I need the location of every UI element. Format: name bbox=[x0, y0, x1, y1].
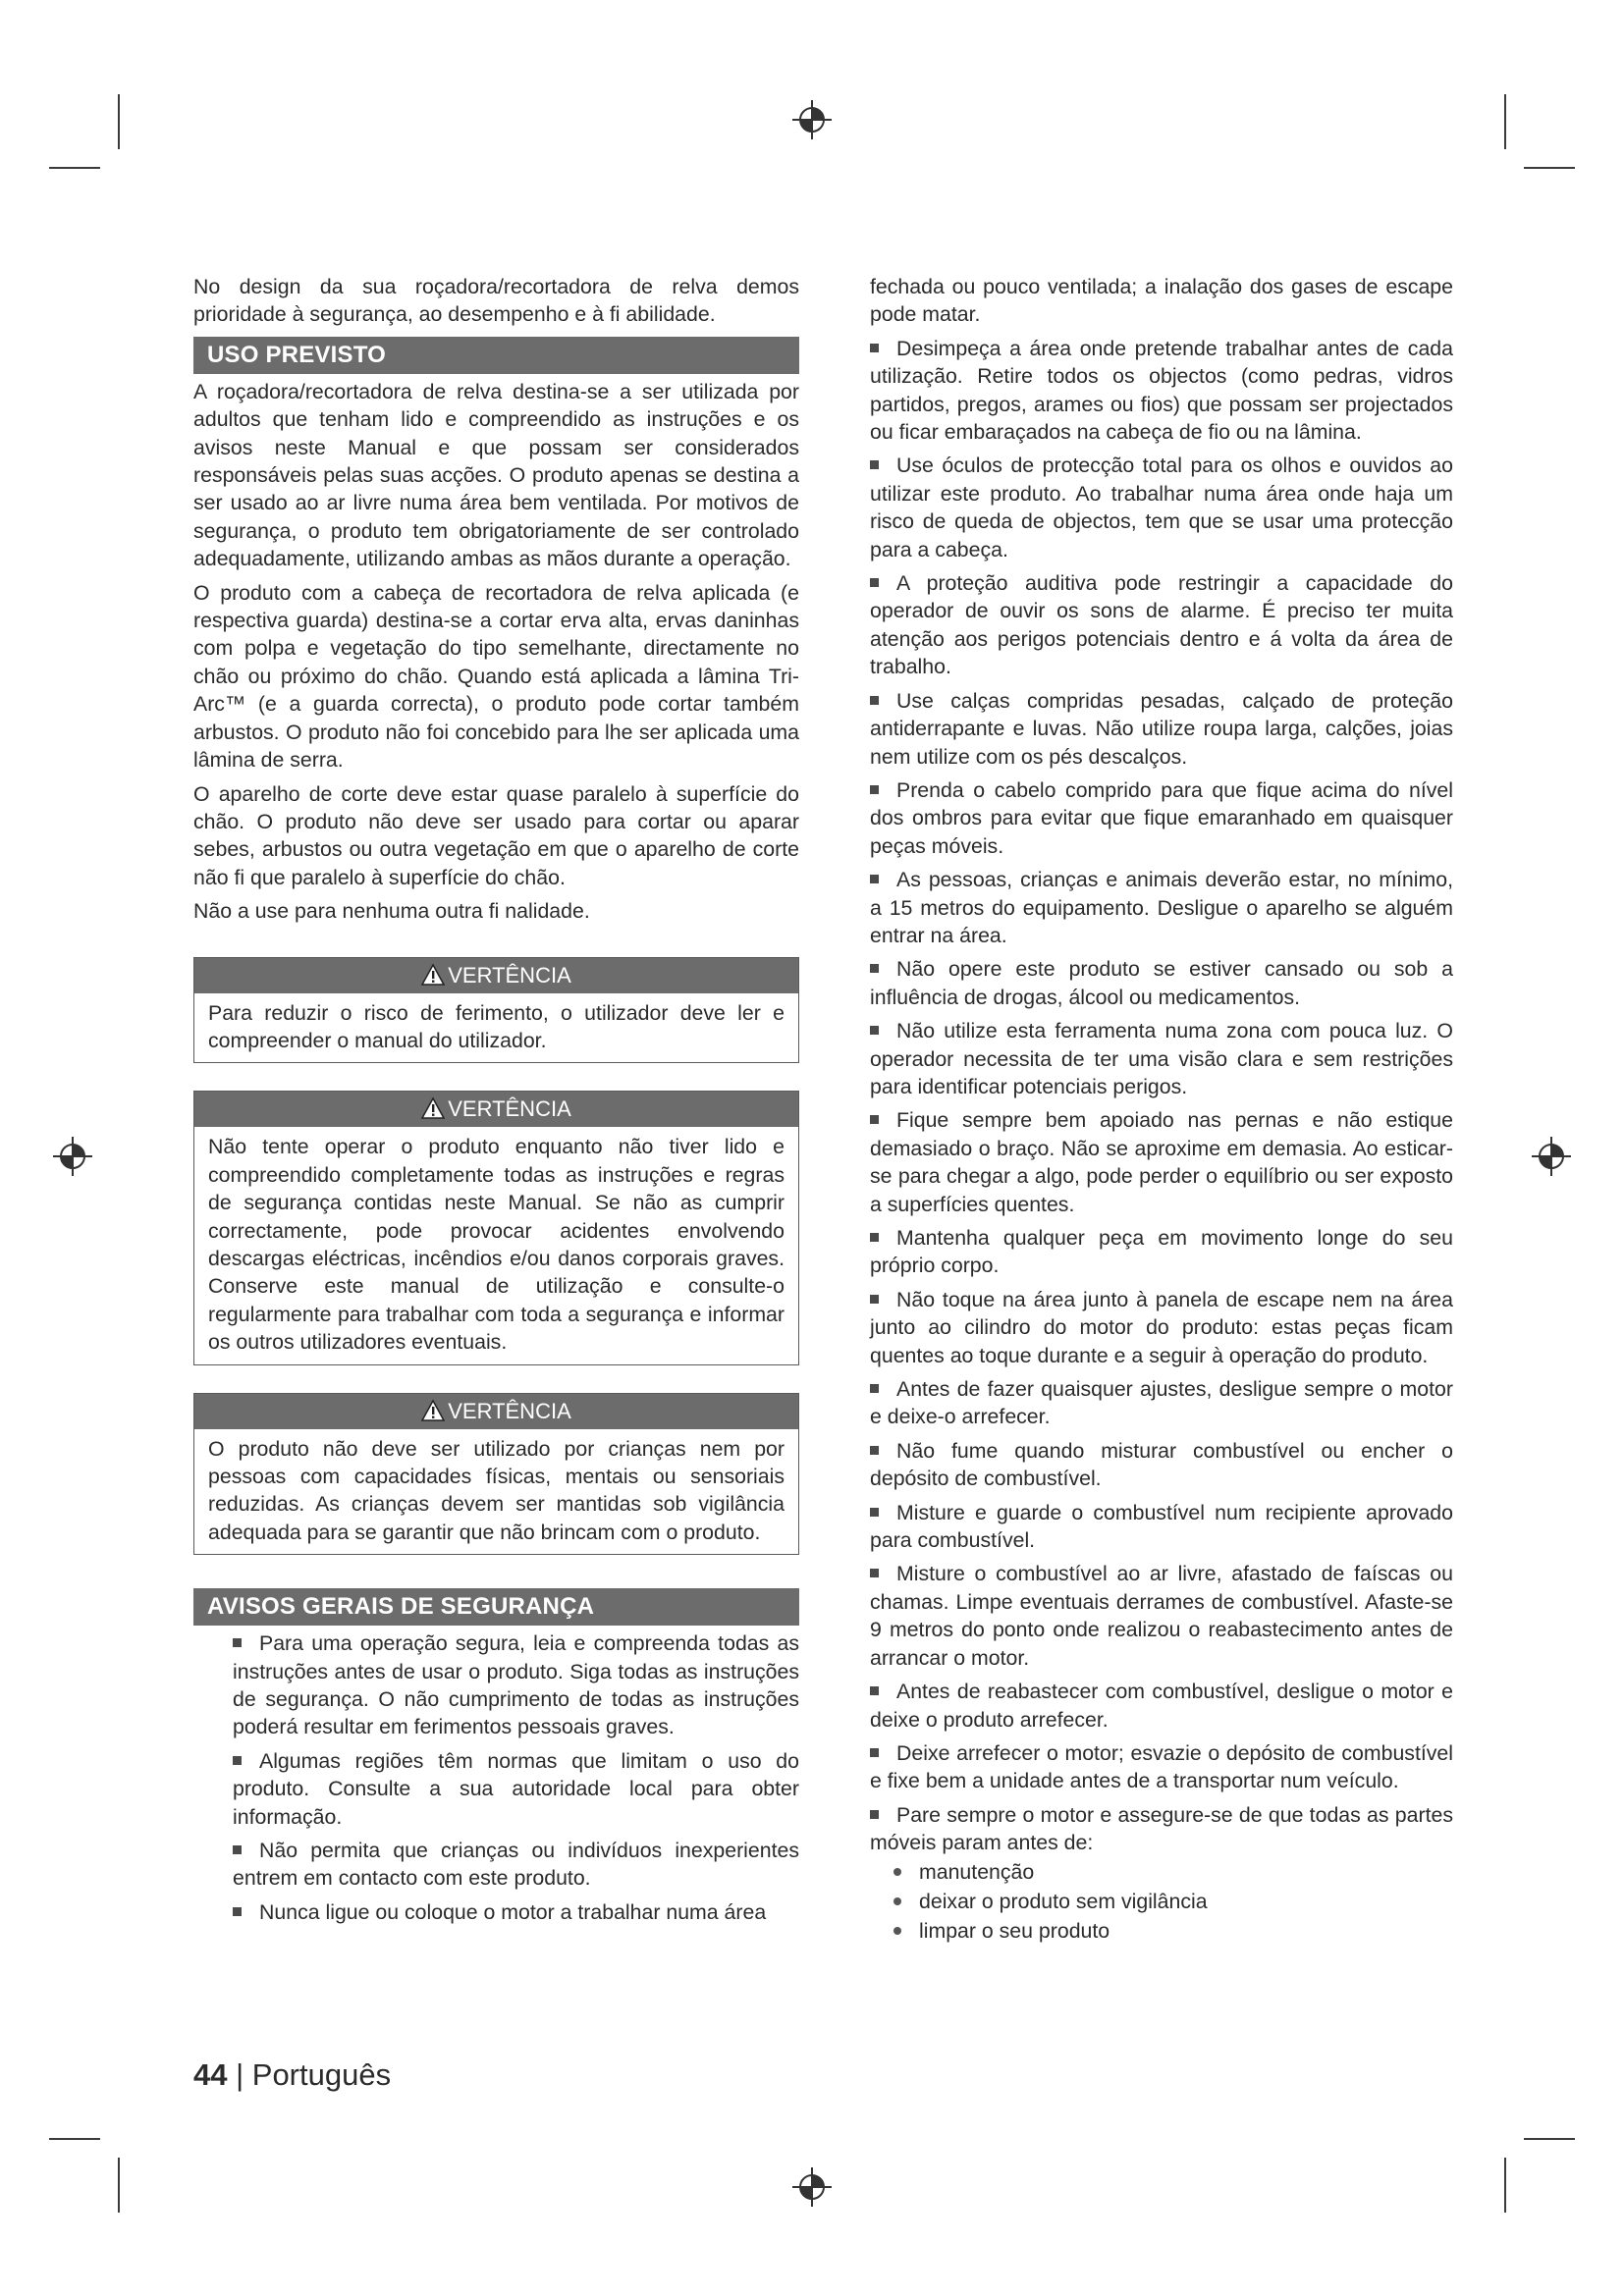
body-paragraph: O aparelho de corte deve estar quase paralelo à superfície do chão. O produto não deve ser usado para cortar ou aparar sebes, arbustos ou outra vegetação em que o aparelho de corte não fi que paralelo à superfície do chão. bbox=[193, 781, 799, 889]
bullet-square-icon bbox=[870, 696, 879, 705]
bullet-square-icon bbox=[870, 1026, 879, 1035]
right-column bbox=[870, 273, 1453, 1946]
footer-separator: | bbox=[227, 2057, 252, 2092]
bullet-square-icon bbox=[870, 1508, 879, 1517]
warning-header bbox=[194, 1394, 798, 1429]
warning-box bbox=[193, 957, 799, 1064]
warning-box bbox=[193, 1091, 799, 1364]
list-item: As pessoas, crianças e animais deverão estar, no mínimo, a 15 metros do equipamento. Desligue o aparelho se alguém entrar na área. bbox=[870, 868, 1453, 947]
warning-text: Não tente operar o produto enquanto não tiver lido e compreendido completamente todas as instruções e regras de segurança contidas neste Manual. Se não as cumprir correctamente, pode provocar acidentes envolvendo descargas eléctricas, incêndios e/ou danos corporais graves. Conserve este manual de utilização e consulte-o regularmente para trabalhar com toda a segurança e informar os outros utilizadores eventuais. bbox=[208, 1135, 785, 1355]
body-paragraph: Não a use para nenhuma outra fi nalidade. bbox=[193, 899, 590, 924]
bullet-square-icon bbox=[233, 1756, 242, 1765]
list-item: Não utilize esta ferramenta numa zona com pouca luz. O operador necessita de ter uma visão clara e sem restrições para identificar potenciais perigos. bbox=[870, 1019, 1453, 1098]
crop-mark bbox=[118, 2158, 120, 2213]
warning-text: Para reduzir o risco de ferimento, o utilizador deve ler e compreender o manual do utilizador. bbox=[208, 1000, 785, 1052]
bullet-square-icon bbox=[870, 1295, 879, 1304]
bullet-square-icon bbox=[870, 1446, 879, 1455]
crop-mark bbox=[49, 167, 100, 169]
page-number: 44 bbox=[193, 2057, 228, 2092]
warning-triangle-icon bbox=[421, 1400, 445, 1421]
bullet-square-icon bbox=[233, 1638, 242, 1647]
warning-box bbox=[193, 1393, 799, 1556]
crop-mark bbox=[1524, 2138, 1575, 2140]
warning-title: VERTÊNCIA bbox=[448, 1398, 571, 1423]
bullet-square-icon bbox=[870, 1233, 879, 1242]
body-paragraph: O produto com a cabeça de recortadora de relva aplicada (e respectiva guarda) destina-se a cortar erva alta, ervas daninhas com polpa e vegetação do tipo semelhante, directamente no chão ou próximo do chão. Quando está aplicada a lâmina Tri-Arc™ (e a guarda correcta), o produto pode cortar também arbustos. O produto não foi concebido para lhe ser aplicada uma lâmina de serra. bbox=[193, 580, 799, 773]
bullet-square-icon bbox=[870, 578, 879, 587]
body-paragraph: A roçadora/recortadora de relva destina-se a ser utilizada por adultos que tenham lido e compreendido as instruções e os avisos neste Manual e que possam ser considerados responsáveis pelas suas acções. O produto apenas se destina a ser usado ao ar livre numa área bem ventilada. Por motivos de segurança, o produto tem obrigatoriamente de ser controlado adequadamente, utilizando ambas as mãos durante a operação. bbox=[193, 379, 799, 571]
continued-paragraph: fechada ou pouco ventilada; a inalação dos gases de escape pode matar. bbox=[870, 275, 1453, 327]
sub-list-item: manutenção bbox=[893, 1857, 1453, 1887]
registration-mark-icon bbox=[790, 2165, 834, 2209]
bullet-square-icon bbox=[870, 1569, 879, 1577]
list-item: Prenda o cabelo comprido para que fique acima do nível dos ombros para evitar que fique emaranhado em quaisquer peças móveis. bbox=[870, 777, 1453, 858]
list-item: Antes de fazer quaisquer ajustes, desligue sempre o motor e deixe-o arrefecer. bbox=[870, 1377, 1453, 1429]
warning-triangle-icon bbox=[421, 964, 445, 986]
list-item: Algumas regiões têm normas que limitam o uso do produto. Consulte a sua autoridade local para obter informação. bbox=[233, 1748, 799, 1829]
section-heading-avisos: AVISOS GERAIS DE SEGURANÇA bbox=[193, 1588, 799, 1626]
section-heading-uso-previsto: USO PREVISTO bbox=[193, 337, 799, 374]
bullet-square-icon bbox=[870, 964, 879, 973]
crop-mark bbox=[1504, 94, 1506, 149]
bullet-square-icon bbox=[870, 1810, 879, 1819]
bullet-dot-icon bbox=[893, 1927, 901, 1935]
list-item: Use calças compridas pesadas, calçado de proteção antiderrapante e luvas. Não utilize roupa larga, calções, joias nem utilize com os pés descalços. bbox=[870, 688, 1453, 769]
sub-list bbox=[893, 1857, 1453, 1946]
intro-paragraph: No design da sua roçadora/recortadora de relva demos prioridade à segurança, ao desempenho e à fi abilidade. bbox=[193, 275, 799, 327]
crop-mark bbox=[1524, 167, 1575, 169]
bullet-dot-icon bbox=[893, 1897, 901, 1905]
bullet-square-icon bbox=[233, 1845, 242, 1854]
list-item: Desimpeça a área onde pretende trabalhar antes de cada utilização. Retire todos os objectos (como pedras, vidros partidos, pregos, arames ou fios) que possam ser projectados ou ficar embaraçados na cabeça de fio ou na lâmina. bbox=[870, 336, 1453, 445]
warning-header bbox=[194, 1092, 798, 1127]
safety-list bbox=[193, 1629, 799, 1926]
list-item: Não fume quando misturar combustível ou encher o depósito de combustível. bbox=[870, 1438, 1453, 1491]
footer-language: Português bbox=[251, 2057, 392, 2092]
bullet-square-icon bbox=[233, 1907, 242, 1916]
list-item: Para uma operação segura, leia e compreenda todas as instruções antes de usar o produto. Siga todas as instruções de segurança. O não cumprimento de todas as instruções poderá resultar em ferimentos pessoais graves. bbox=[233, 1631, 799, 1739]
sub-list-item: limpar o seu produto bbox=[893, 1916, 1453, 1946]
crop-mark bbox=[118, 94, 120, 149]
crop-mark bbox=[49, 2138, 100, 2140]
warning-title: VERTÊNCIA bbox=[448, 1096, 571, 1122]
safety-list bbox=[870, 335, 1453, 1857]
crop-mark bbox=[1504, 2158, 1506, 2213]
sub-list-item: deixar o produto sem vigilância bbox=[893, 1887, 1453, 1916]
list-item: Mantenha qualquer peça em movimento longe do seu próprio corpo. bbox=[870, 1226, 1453, 1278]
warning-triangle-icon bbox=[421, 1097, 445, 1119]
list-item: Misture o combustível ao ar livre, afastado de faíscas ou chamas. Limpe eventuais derrames de combustível. Afaste-se 9 metros do ponto onde realizou o reabastecimento antes de arrancar o motor. bbox=[870, 1562, 1453, 1670]
list-item: Antes de reabastecer com combustível, desligue o motor e deixe o produto arrefecer. bbox=[870, 1680, 1453, 1732]
bullet-square-icon bbox=[870, 1748, 879, 1757]
bullet-square-icon bbox=[870, 1384, 879, 1393]
list-item: Não toque na área junto à panela de escape nem na área junto ao cilindro do motor do produto: estas peças ficam quentes ao toque durante e a seguir à operação do produto. bbox=[870, 1287, 1453, 1367]
warning-text: O produto não deve ser utilizado por crianças nem por pessoas com capacidades físicas, mentais ou sensoriais reduzidas. As crianças devem ser mantidas sob vigilância adequada para se garantir que não brincam com o produto. bbox=[208, 1436, 785, 1544]
bullet-square-icon bbox=[870, 1686, 879, 1695]
registration-mark-icon bbox=[51, 1135, 94, 1178]
registration-mark-icon bbox=[790, 98, 834, 141]
list-item: Não opere este produto se estiver cansado ou sob a influência de drogas, álcool ou medicamentos. bbox=[870, 957, 1453, 1009]
list-item: Deixe arrefecer o motor; esvazie o depósito de combustível e fixe bem a unidade antes de a transportar num veículo. bbox=[870, 1740, 1453, 1793]
list-item: Nunca ligue ou coloque o motor a trabalhar numa área bbox=[213, 1898, 799, 1926]
list-item: Use óculos de protecção total para os olhos e ouvidos ao utilizar este produto. Ao trabalhar numa área onde haja um risco de queda de objectos, tem que se usar uma protecção para a cabeça. bbox=[870, 454, 1453, 561]
registration-mark-icon bbox=[1530, 1135, 1573, 1178]
bullet-square-icon bbox=[870, 460, 879, 469]
bullet-square-icon bbox=[870, 344, 879, 352]
list-item: A proteção auditiva pode restringir a capacidade do operador de ouvir os sons de alarme. É preciso ter muita atenção aos perigos potenciais dentro e á volta da área de trabalho. bbox=[870, 571, 1453, 679]
page-footer bbox=[193, 2057, 391, 2093]
list-item: Misture e guarde o combustível num recipiente aprovado para combustível. bbox=[870, 1500, 1453, 1553]
bullet-square-icon bbox=[870, 785, 879, 794]
list-item: Não permita que crianças ou indivíduos inexperientes entrem em contacto com este produto. bbox=[233, 1839, 799, 1891]
list-item: Pare sempre o motor e assegure-se de que todas as partes móveis param antes de: bbox=[870, 1802, 1453, 1855]
bullet-square-icon bbox=[870, 875, 879, 883]
warning-title: VERTÊNCIA bbox=[448, 962, 571, 988]
bullet-dot-icon bbox=[893, 1868, 901, 1876]
bullet-square-icon bbox=[870, 1115, 879, 1124]
left-column bbox=[193, 273, 799, 1932]
list-item: Fique sempre bem apoiado nas pernas e não estique demasiado o braço. Não se aproxime em demasia. Ao esticar-se para chegar a algo, pode perder o equilíbrio ou ser exposto a superfícies quentes. bbox=[870, 1108, 1453, 1216]
warning-header bbox=[194, 958, 798, 993]
